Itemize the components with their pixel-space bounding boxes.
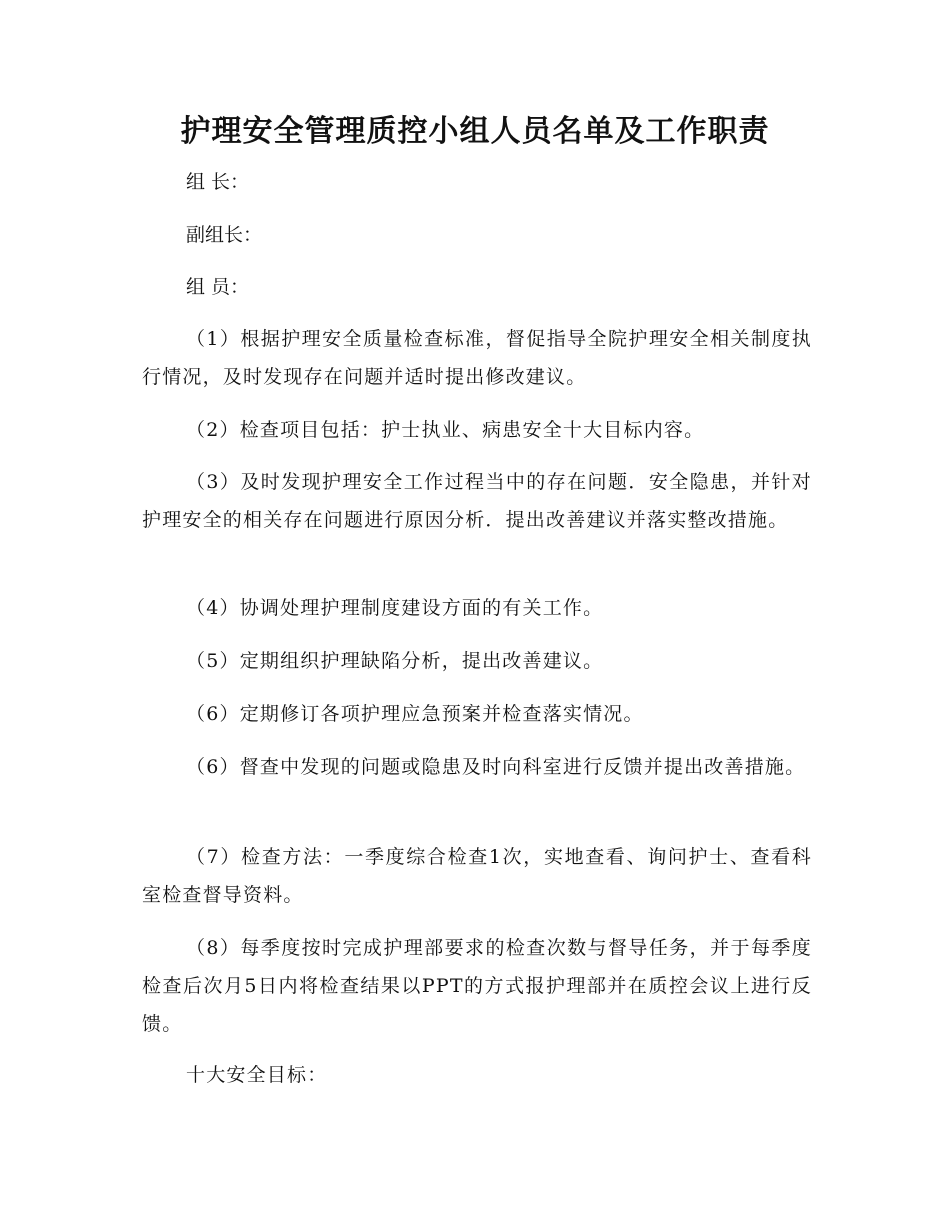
role-deputy: 副组长： <box>186 224 263 246</box>
duty-item-6a: （6）定期修订各项护理应急预案并检查落实情况。 <box>186 703 644 725</box>
role-member: 组 员： <box>186 276 250 298</box>
duty-item-6b: （6）督查中发现的问题或隐患及时向科室进行反馈并提出改善措施。 <box>186 756 806 778</box>
duty-item-8: （8）每季度按时完成护理部要求的检查次数与督导任务，并于每季度检查后次月5日内将检查结果以PPT的方式报护理部并在质控会议上进行反馈。 <box>142 937 812 1035</box>
duty-item-7: （7）检查方法：一季度综合检查1次，实地查看、询问护士、查看科室检查督导资料。 <box>142 846 812 906</box>
duty-item-4: （4）协调处理护理制度建设方面的有关工作。 <box>186 597 604 619</box>
duty-item-2: （2）检查项目包括：护士执业、病患安全十大目标内容。 <box>186 419 705 441</box>
safety-goals-heading: 十大安全目标： <box>186 1064 328 1086</box>
document-title: 护理安全管理质控小组人员名单及工作职责 <box>180 114 770 149</box>
duty-item-1: （1）根据护理安全质量检查标准，督促指导全院护理安全相关制度执行情况，及时发现存在问题并适时提出修改建议。 <box>142 328 812 388</box>
duty-item-5: （5）定期组织护理缺陷分析，提出改善建议。 <box>186 650 604 672</box>
role-leader: 组 长： <box>186 171 250 193</box>
duty-item-3: （3）及时发现护理安全工作过程当中的存在问题．安全隐患，并针对护理安全的相关存在问题进行原因分析．提出改善建议并落实整改措施。 <box>142 471 812 531</box>
